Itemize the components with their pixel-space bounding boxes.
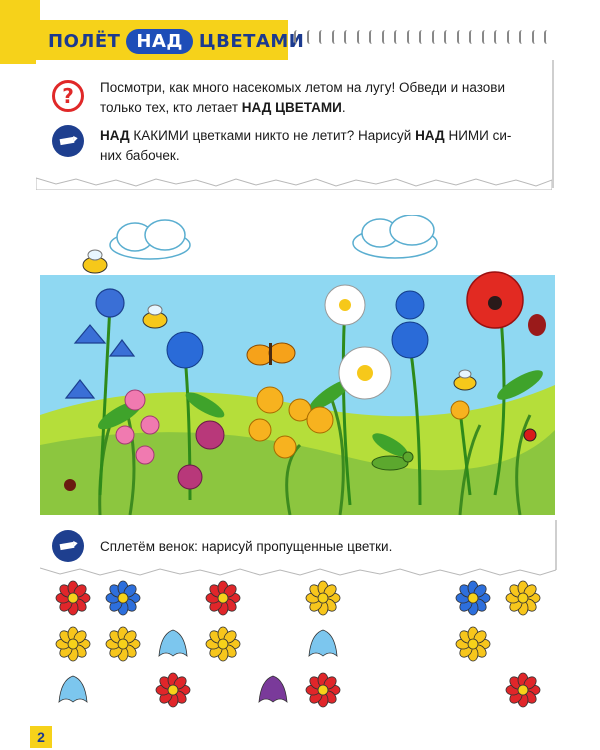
bee-top (83, 250, 107, 273)
wreath-blue-daisy (456, 581, 490, 615)
torn-edge (36, 176, 552, 190)
cloud-right (353, 215, 437, 258)
wreath-yellow-daisy (56, 627, 90, 661)
page-number: 2 (30, 726, 52, 748)
wreath-red-daisy (506, 673, 540, 707)
title-suffix: ЦВЕТАМИ (198, 30, 305, 52)
cloud-left (110, 220, 190, 259)
task2-text (100, 126, 550, 166)
wreath-blue-daisy (106, 581, 140, 615)
notebook-spiral (294, 30, 550, 44)
wreath-yellow-daisy (456, 627, 490, 661)
pencil-icon (52, 125, 84, 157)
wreath-yellow-daisy (106, 627, 140, 661)
task1-text (100, 78, 550, 118)
wreath-bluebell (309, 630, 337, 656)
title-prefix: ПОЛЁТ (48, 30, 121, 52)
task2-line1: НАД КАКИМИ цветками никто не летит? Нарисуй НАД НИМИ си- (100, 128, 512, 143)
ant (64, 479, 76, 491)
torn-edge-bottom (40, 566, 556, 578)
meadow-illustration (40, 215, 555, 515)
wreath-red-daisy (306, 673, 340, 707)
header-banner-edge (0, 0, 40, 64)
wreath-red-daisy (206, 581, 240, 615)
page-title (48, 24, 304, 58)
title-highlight: НАД (126, 29, 193, 54)
wreath-yellow-daisy (206, 627, 240, 661)
wreath-yellow-daisy (506, 581, 540, 615)
wreath-red-daisy (156, 673, 190, 707)
wreath-pattern (50, 578, 550, 718)
question-icon: ? (52, 80, 84, 112)
task3-text: Сплетём венок: нарисуй пропущенные цветки. (100, 539, 393, 554)
wreath-red-daisy (56, 581, 90, 615)
task1-line2: только тех, кто летает НАД ЦВЕТАМИ. (100, 100, 346, 115)
butterfly (247, 343, 295, 365)
wreath-yellow-daisy (306, 581, 340, 615)
task2-line2: них бабочек. (100, 148, 180, 163)
pencil-icon-2 (52, 530, 84, 562)
wreath-violet-bell (259, 676, 287, 702)
wreath-bluebell (159, 630, 187, 656)
ladybug (524, 429, 536, 441)
task1-line1: Посмотри, как много насекомых летом на лугу! Обведи и назови (100, 80, 505, 95)
wreath-bluebell (59, 676, 87, 702)
